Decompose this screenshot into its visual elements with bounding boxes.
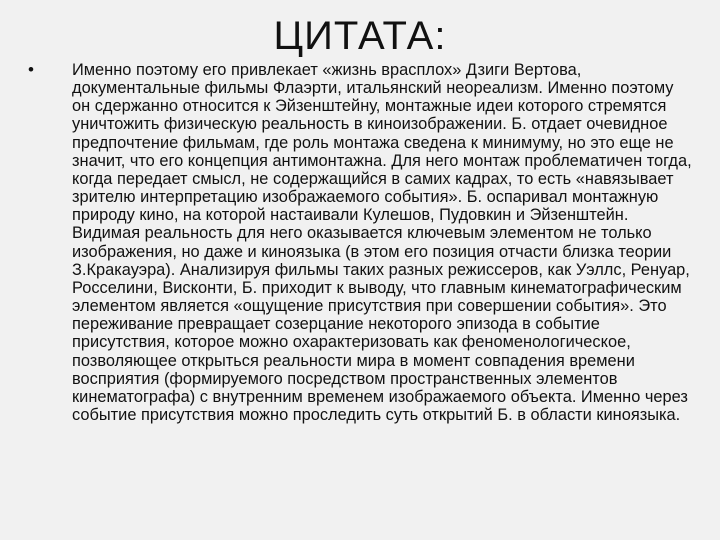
bullet-list — [28, 61, 693, 424]
list-item — [28, 61, 693, 424]
slide-title: ЦИТАТА: — [273, 14, 447, 58]
quote-text: Именно поэтому его привлекает «жизнь врасплох» Дзиги Вертова, документальные фильмы Флаэрти, итальянский неореализм. Именно поэтому он сдержанно относится к Эйзенштейну, монтажные идеи которого стремятся уничтожить физическую реальность в киноизображении. Б. отдает очевидное предпочтение фильмам, где роль монтажа сведена к минимуму, но это еще не значит, что его концепция антимонтажна. Для него монтаж проблематичен тогда, когда передает смысл, не содержащийся в самих кадрах, то есть «навязывает зрителю интерпретацию изображаемого события». Б. оспаривал монтажную природу кино, на которой настаивали Кулешов, Пудовкин и Эйзенштейн. Видимая реальность для него оказывается ключевым элементом не только изображения, но даже и киноязыка (в этом его позиция отчасти близка теории З.Кракауэра). Анализируя фильмы таких разных режиссеров, как Уэллс, Ренуар, Росселини, Висконти, Б. приходит к выводу, что главным кинематографическим элементом является «ощущение присутствия при совершении события». Это переживание превращает созерцание некоторого эпизода в событие присутствия, которое можно охарактеризовать как феноменологическое, позволяющее открыться реальности мира в момент совпадения времени восприятия (формируемого посредством пространственных элементов кинематографа) с внутренним временем изображаемого объекта. Именно через событие присутствия можно проследить суть открытий Б. в области киноязыка. — [72, 61, 692, 424]
bullet-marker: • — [28, 60, 34, 79]
